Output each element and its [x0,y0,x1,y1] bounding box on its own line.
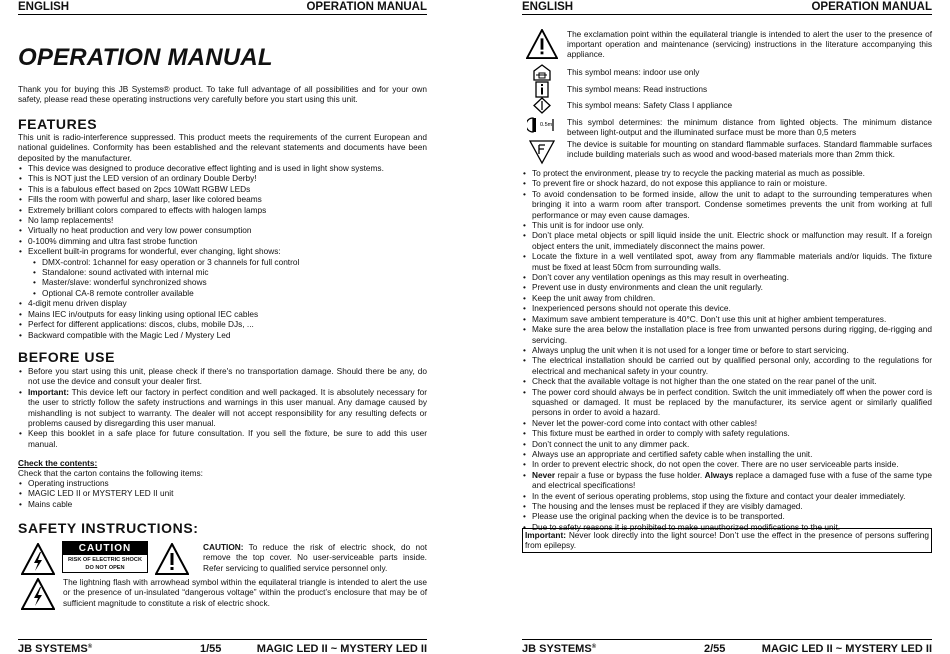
list-item: • Extremely brilliant colors compared to effects with halogen lamps [18,205,427,215]
list-item: • This fixture must be earthed in order to comply with safety regulations. [522,428,932,438]
footer-brand: JB SYSTEMS® [18,643,93,654]
list-item: • Locate the fixture in a well ventilated spot, away from any flammable materials and/or liquids. The fixture must be fixed at least 50cm from surrounding walls. [522,251,932,272]
symbol-description: This symbol means: Read instructions [567,84,708,94]
list-item: • MAGIC LED II or MYSTERY LED II unit [18,488,427,498]
distance-value-label: 0.5m [540,122,553,128]
left-page [18,0,427,654]
list-item: • Perfect for different applications: discos, clubs, mobile DJs, ... [18,319,427,329]
list-item: • Always unplug the unit when it is not used for a longer time or before to start servicing. [522,345,932,355]
list-item: • Before you start using this unit, please check if there's no transportation damage. Should there be any, do not use the device and consult your dealer first. [18,366,427,387]
header-doc-title: OPERATION MANUAL [811,1,932,13]
list-item: • The power cord should always be in perfect condition. Switch the unit immediately off when the power cord is squashed or damaged. It must be replaced by the manufacturer, its service agent or similarly qualified persons in order to avoid a hazard. [522,387,932,418]
features-list [18,163,427,340]
list-item: • To avoid condensation to be formed inside, allow the unit to adapt to the surrounding temperatures when bringing it into a warm room after transport. Condense sometimes prevents the unit from working at full performance or may even cause damages. [522,189,932,220]
caution-sub-label: RISK OF ELECTRIC SHOCK DO NOT OPEN [68,557,142,571]
symbol-row [522,97,932,114]
list-item: • Operating instructions [18,478,427,488]
list-item: • Don’t cover any ventilation openings as this may result in overheating. [522,272,932,282]
sub-list-item: • Standalone: sound activated with internal mic [18,267,427,277]
class-one-appliance-icon [533,97,551,114]
list-item: • Mains IEC in/outputs for easy linking using optional IEC cables [18,309,427,319]
exclamation-triangle-icon [526,29,558,59]
list-item: • 4-digit menu driven display [18,298,427,308]
list-item: • Make sure the area below the installation place is free from unwanted persons during rigging, de-rigging and servicing. [522,324,932,345]
footer-brand: JB SYSTEMS® [522,643,597,654]
list-item: • To prevent fire or shock hazard, do not expose this appliance to rain or moisture. [522,178,932,188]
header-doc-title: OPERATION MANUAL [306,1,427,13]
caution-label: CAUTION [63,542,147,555]
minimum-distance-icon [527,115,557,135]
symbol-description: The device is suitable for mounting on standard flammable surfaces. Standard flammable surfaces include building materials such as wood and wood-based materials more than 2mm thick. [567,139,932,159]
intro-paragraph: Thank you for buying this JB Systems® product. To take full advantage of all possibilities and for your own safety, please read these operating instructions very carefully before you start using this unit. [18,84,427,105]
exclamation-triangle-icon [155,543,189,575]
caution-text: CAUTION: To reduce the risk of electric shock, do not remove the top cover. No user-serviceable parts inside. Refer servicing to qualified service personnel only. [203,542,427,573]
symbol-description: This symbol means: Safety Class I appliance [567,100,733,110]
list-item: • Virtually no heat production and very low power consumption [18,225,427,235]
important-notice-box: Important: Never look directly into the light source! Don’t use the effect in the presence of persons suffering from epilepsy. [522,528,932,553]
list-item: • Never let the power-cord come into contact with other cables! [522,418,932,428]
lightning-row [18,578,427,614]
page-footer [522,639,932,654]
lightning-triangle-icon [21,543,55,575]
flammable-surface-icon [528,139,556,165]
lightning-text: The lightning flash with arrowhead symbol within the equilateral triangle is intended to alert the use or the presence of un-insulated “dangerous voltage” within the product’s enclosure that may be of sufficient magnitude to constitute a risk of electric shock. [63,577,427,608]
symbol-description: The exclamation point within the equilateral triangle is intended to alert the user to the presence of important operation and maintenance (servicing) instructions in the literature accompanying this appliance. [567,29,932,59]
list-item: • To protect the environment, please try to recycle the packing material as much as possible. [522,168,932,178]
page-header [18,0,427,15]
check-contents-heading: Check the contents: [18,458,98,468]
list-item: • This is NOT just the LED version of an ordinary Double Derby! [18,173,427,183]
list-item: • Maximum save ambient temperature is 40°C. Don’t use this unit at higher ambient temperatures. [522,314,932,324]
list-item: • This unit is for indoor use only. [522,220,932,230]
symbol-row [522,115,932,137]
sub-list-item: • DMX-control: 1channel for easy operation or 3 channels for full control [18,257,427,267]
list-item: • Mains cable [18,499,427,509]
list-item: • No lamp replacements! [18,215,427,225]
footer-page-number: 2/55 [704,643,726,654]
list-item: • Due to safety reasons it is prohibited to make unauthorized modifications to the unit. [522,522,932,532]
page-header [522,0,932,15]
list-item: • Keep this booklet in a safe place for future consultation. If you sell the fixture, be sure to add this user manual. [18,428,427,449]
list-item: • Don’t connect the unit to any dimmer pack. [522,439,932,449]
page-footer [18,639,427,654]
list-item: • Important: This device left our factory in perfect condition and well packaged. It is absolutely necessary for the user to strictly follow the safety instructions and warnings in this user manual. Any damage caused by mishandling is not subject to warranty. The dealer will not accept responsibility for any resulting defects or problems caused by disregarding this user manual. [18,387,427,429]
header-language: ENGLISH [522,1,574,13]
footer-model: MAGIC LED II ~ MYSTERY LED II [256,643,427,654]
safety-heading: SAFETY INSTRUCTIONS: [18,520,199,536]
read-instructions-icon [533,81,551,98]
list-item: • Don’t place metal objects or spill liquid inside the unit. Electric shock or malfunction may result. If a foreign object enters the unit, immediately disconnect the mains power. [522,230,932,251]
symbol-description: This symbol means: indoor use only [567,67,700,77]
list-item: • 0-100% dimming and ultra fast strobe function [18,236,427,246]
list-item: • The housing and the lenses must be replaced if they are visibly damaged. [522,501,932,511]
list-item: • Backward compatible with the Magic Led / Mystery Led [18,330,427,340]
footer-page-number: 1/55 [200,643,222,654]
before-use-list [18,366,427,449]
right-page [522,0,932,654]
caution-row [18,541,427,577]
symbol-row [522,29,932,61]
header-language: ENGLISH [18,1,70,13]
list-item: • This device was designed to produce decorative effect lighting and is used in light show systems. [18,163,427,173]
list-item: • Prevent use in dusty environments and clean the unit regularly. [522,282,932,292]
list-item: • Never repair a fuse or bypass the fuse holder. Always replace a damaged fuse with a fuse of the same type and electrical specifications! [522,470,932,491]
list-item: • Keep the unit away from children. [522,293,932,303]
list-item: • The electrical installation should be carried out by qualified personal only, according to the regulations for electrical and mechanical safety in your country. [522,355,932,376]
caution-label-box [62,541,148,573]
page-title: OPERATION MANUAL [18,44,273,71]
list-item: • In the event of serious operating problems, stop using the fixture and contact your dealer immediately. [522,491,932,501]
safety-rules-list [522,168,932,532]
symbol-row [522,81,932,98]
list-item: • Always use an appropriate and certified safety cable when installing the unit. [522,449,932,459]
footer-model: MAGIC LED II ~ MYSTERY LED II [761,643,932,654]
symbol-row [522,64,932,81]
list-item: • Excellent built-in programs for wonderful, ever changing, light shows: [18,246,427,256]
list-item: • In order to prevent electric shock, do not open the cover. There are no user serviceable parts inside. [522,459,932,469]
list-item: • Check that the available voltage is not higher than the one stated on the rear panel of the unit. [522,376,932,386]
list-item: • This is a fabulous effect based on 2pcs 10Watt RGBW LEDs [18,184,427,194]
features-intro: This unit is radio-interference suppressed. This product meets the requirements of the current European and national guidelines. Conformity has been established and the relevant statements and documents have been deposited by the manufacturer. [18,132,427,163]
sub-list-item: • Master/slave: wonderful synchronized shows [18,277,427,287]
sub-list-item: • Optional CA-8 remote controller available [18,288,427,298]
symbol-row [522,139,932,169]
before-use-heading: BEFORE USE [18,349,116,365]
check-contents-list [18,478,427,509]
symbol-description: This symbol determines: the minimum distance from lighted objects. The minimum distance between light-output and the illuminated surface must be more than 0,5 meters [567,117,932,137]
list-item: • Inexperienced persons should not operate this device. [522,303,932,313]
features-heading: FEATURES [18,116,98,132]
list-item: • Please use the original packing when the device is to be transported. [522,511,932,521]
lightning-triangle-icon [21,578,55,610]
check-contents-intro: Check that the carton contains the following items: [18,468,203,478]
list-item: • Fills the room with powerful and sharp, laser like colored beams [18,194,427,204]
indoor-use-icon [533,64,551,81]
